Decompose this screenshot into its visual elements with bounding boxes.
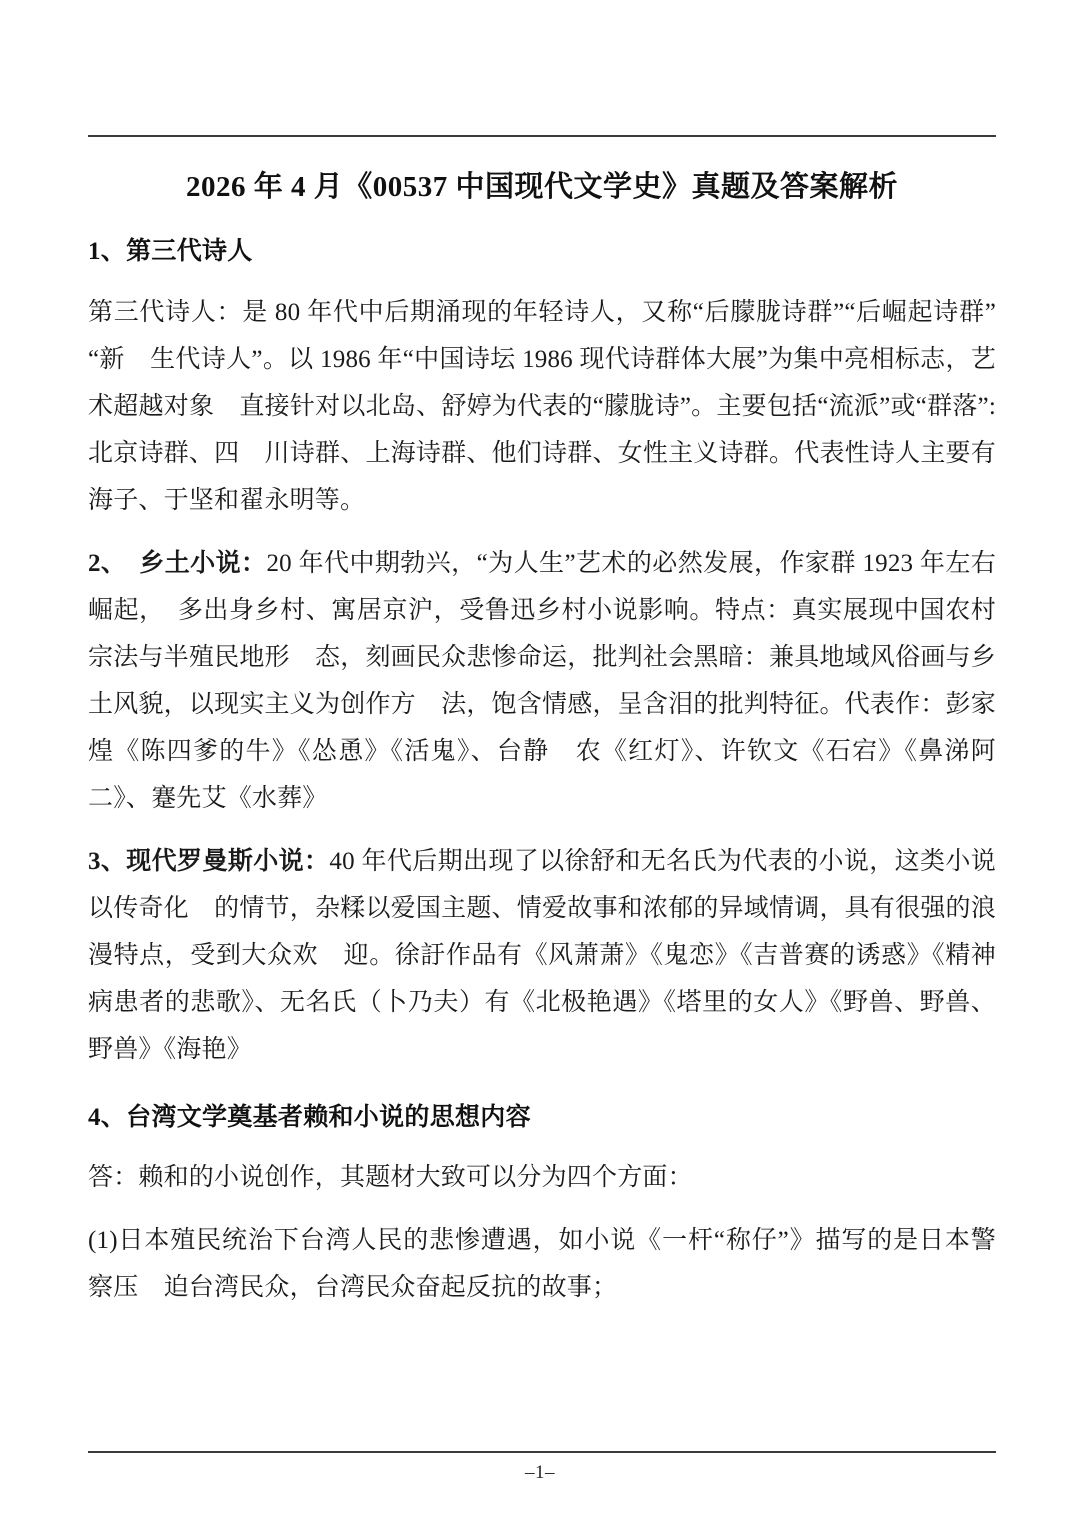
- section-4-item-1: (1)日本殖民统治下台湾人民的悲惨遭遇，如小说《一杆“称仔”》描写的是日本警察压 迫台湾民众，台湾民众奋起反抗的故事；: [88, 1227, 996, 1302]
- section-lead-3: 3、现代罗曼斯小说：: [88, 847, 330, 875]
- page-number: –1–: [525, 1462, 555, 1483]
- section-paragraph-3: [88, 838, 996, 1073]
- section-heading-4: 4、台湾文学奠基者赖和小说的思想内容: [88, 1103, 531, 1131]
- header-rule: [88, 135, 996, 137]
- section-heading-1: 1、第三代诗人: [88, 238, 253, 266]
- section-body-1: 第三代诗人：是 80 年代中后期涌现的年轻诗人，又称“后朦胧诗群”“后崛起诗群”“新 生代诗人”。以 1986 年“中国诗坛 1986 现代诗群体大展”为集中亮相标志，艺术超越对象 直接针对以北岛、舒婷为代表的“朦胧诗”。主要包括“流派”或“群落”:北京诗群、四 川诗群、上海诗群、他们诗群、女性主义诗群。代表性诗人主要有海子、于坚和翟永明等。: [88, 298, 996, 514]
- page-title: 2026 年 4 月《00537 中国现代文学史》真题及答案解析: [185, 171, 898, 203]
- section-body-2: 20 年代中期勃兴，“为人生”艺术的必然发展，作家群 1923 年左右崛起， 多出身乡村、寓居京沪，受鲁迅乡村小说影响。特点：真实展现中国农村宗法与半殖民地形 态，刻画民众悲惨命运，批判社会黑暗：兼具地域风俗画与乡土风貌，以现实主义为创作方 法，饱含情感，呈含泪的批判特征。代表作：彭家煌《陈四爹的牛》《怂恿》《活鬼》、台静 农《红灯》、许钦文《石宕》《鼻涕阿二》、蹇先艾《水葬》: [88, 549, 996, 812]
- footer-rule: [88, 1451, 996, 1453]
- document-content: [88, 168, 996, 1311]
- section-paragraph-2: [88, 540, 996, 822]
- section-body-4: 答：赖和的小说创作，其题材大致可以分为四个方面：: [88, 1164, 693, 1192]
- section-lead-2: 2、 乡土小说：: [88, 549, 267, 577]
- section-body-3: 40 年代后期出现了以徐舒和无名氏为代表的小说，这类小说以传奇化 的情节，杂糅以爱国主题、情爱故事和浓郁的异域情调，具有很强的浪漫特点，受到大众欢 迎。徐訏作品有《风萧萧》《鬼恋》《吉普赛的诱惑》《精神病患者的悲歌》、无名氏（卜乃夫）有《北极艳遇》《塔里的女人》《野兽、野兽、野兽》《海艳》: [88, 847, 996, 1063]
